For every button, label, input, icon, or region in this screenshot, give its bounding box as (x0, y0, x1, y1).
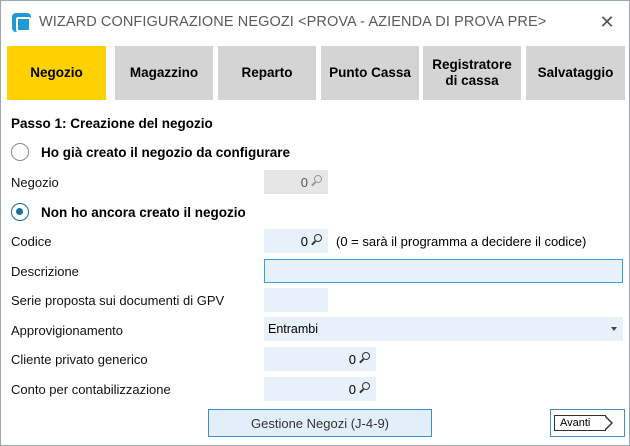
tab-reparto[interactable]: Reparto (218, 46, 316, 100)
negozio-label: Negozio (11, 175, 59, 190)
radio-existing-store-circle[interactable] (11, 143, 29, 161)
conto-value: 0 (348, 381, 356, 397)
tab-magazzino[interactable]: Magazzino (115, 46, 213, 100)
approvvigionamento-value: Entrambi (268, 322, 319, 336)
negozio-field[interactable] (264, 170, 328, 194)
search-icon[interactable] (358, 382, 371, 395)
approvvigionamento-label: Approvigionamento (11, 323, 124, 338)
radio-existing-store[interactable] (11, 143, 290, 161)
radio-existing-store-label: Ho già creato il negozio da configurare (41, 144, 291, 160)
cliente-label: Cliente privato generico (11, 352, 148, 367)
negozio-value: 0 (300, 174, 308, 190)
codice-label: Codice (11, 234, 52, 249)
tab-negozio[interactable]: Negozio (7, 46, 106, 100)
serie-label: Serie proposta sui documenti di GPV (11, 293, 225, 308)
conto-label: Conto per contabilizzazione (11, 382, 171, 397)
window-title: WIZARD CONFIGURAZIONE NEGOZI <PROVA - AZIENDA DI PROVA PRE> (39, 14, 547, 30)
search-icon[interactable] (358, 352, 371, 365)
step-title: Passo 1: Creazione del negozio (11, 116, 213, 131)
approvvigionamento-select[interactable] (264, 317, 623, 341)
tab-salvataggio[interactable]: Salvataggio (526, 46, 625, 100)
next-button[interactable] (550, 409, 625, 437)
cliente-value: 0 (348, 351, 356, 367)
descrizione-label: Descrizione (11, 264, 79, 279)
codice-hint: (0 = sarà il programma a decidere il codice) (336, 234, 587, 249)
search-icon[interactable] (310, 234, 323, 247)
tab-punto-cassa[interactable]: Punto Cassa (321, 46, 419, 100)
arrow-right-icon (605, 415, 613, 431)
codice-value: 0 (300, 233, 308, 249)
tab-registratore-di-cassa[interactable]: Registratore di cassa (423, 46, 521, 100)
radio-new-store-label: Non ho ancora creato il negozio (41, 204, 246, 220)
manage-stores-button[interactable]: Gestione Negozi (J-4-9) (208, 409, 432, 437)
search-icon[interactable] (310, 175, 323, 188)
wizard-tabs (7, 46, 625, 100)
conto-field[interactable] (264, 377, 376, 401)
radio-new-store[interactable] (11, 203, 246, 221)
descrizione-input[interactable] (264, 259, 623, 283)
app-icon (12, 13, 31, 32)
codice-field[interactable] (264, 229, 328, 253)
next-button-label: Avanti (554, 415, 606, 431)
title-bar (1, 1, 629, 43)
chevron-down-icon[interactable] (611, 327, 617, 331)
close-icon[interactable]: ✕ (599, 12, 615, 32)
cliente-field[interactable] (264, 347, 376, 371)
serie-input[interactable] (264, 288, 328, 312)
radio-new-store-circle[interactable] (11, 203, 29, 221)
